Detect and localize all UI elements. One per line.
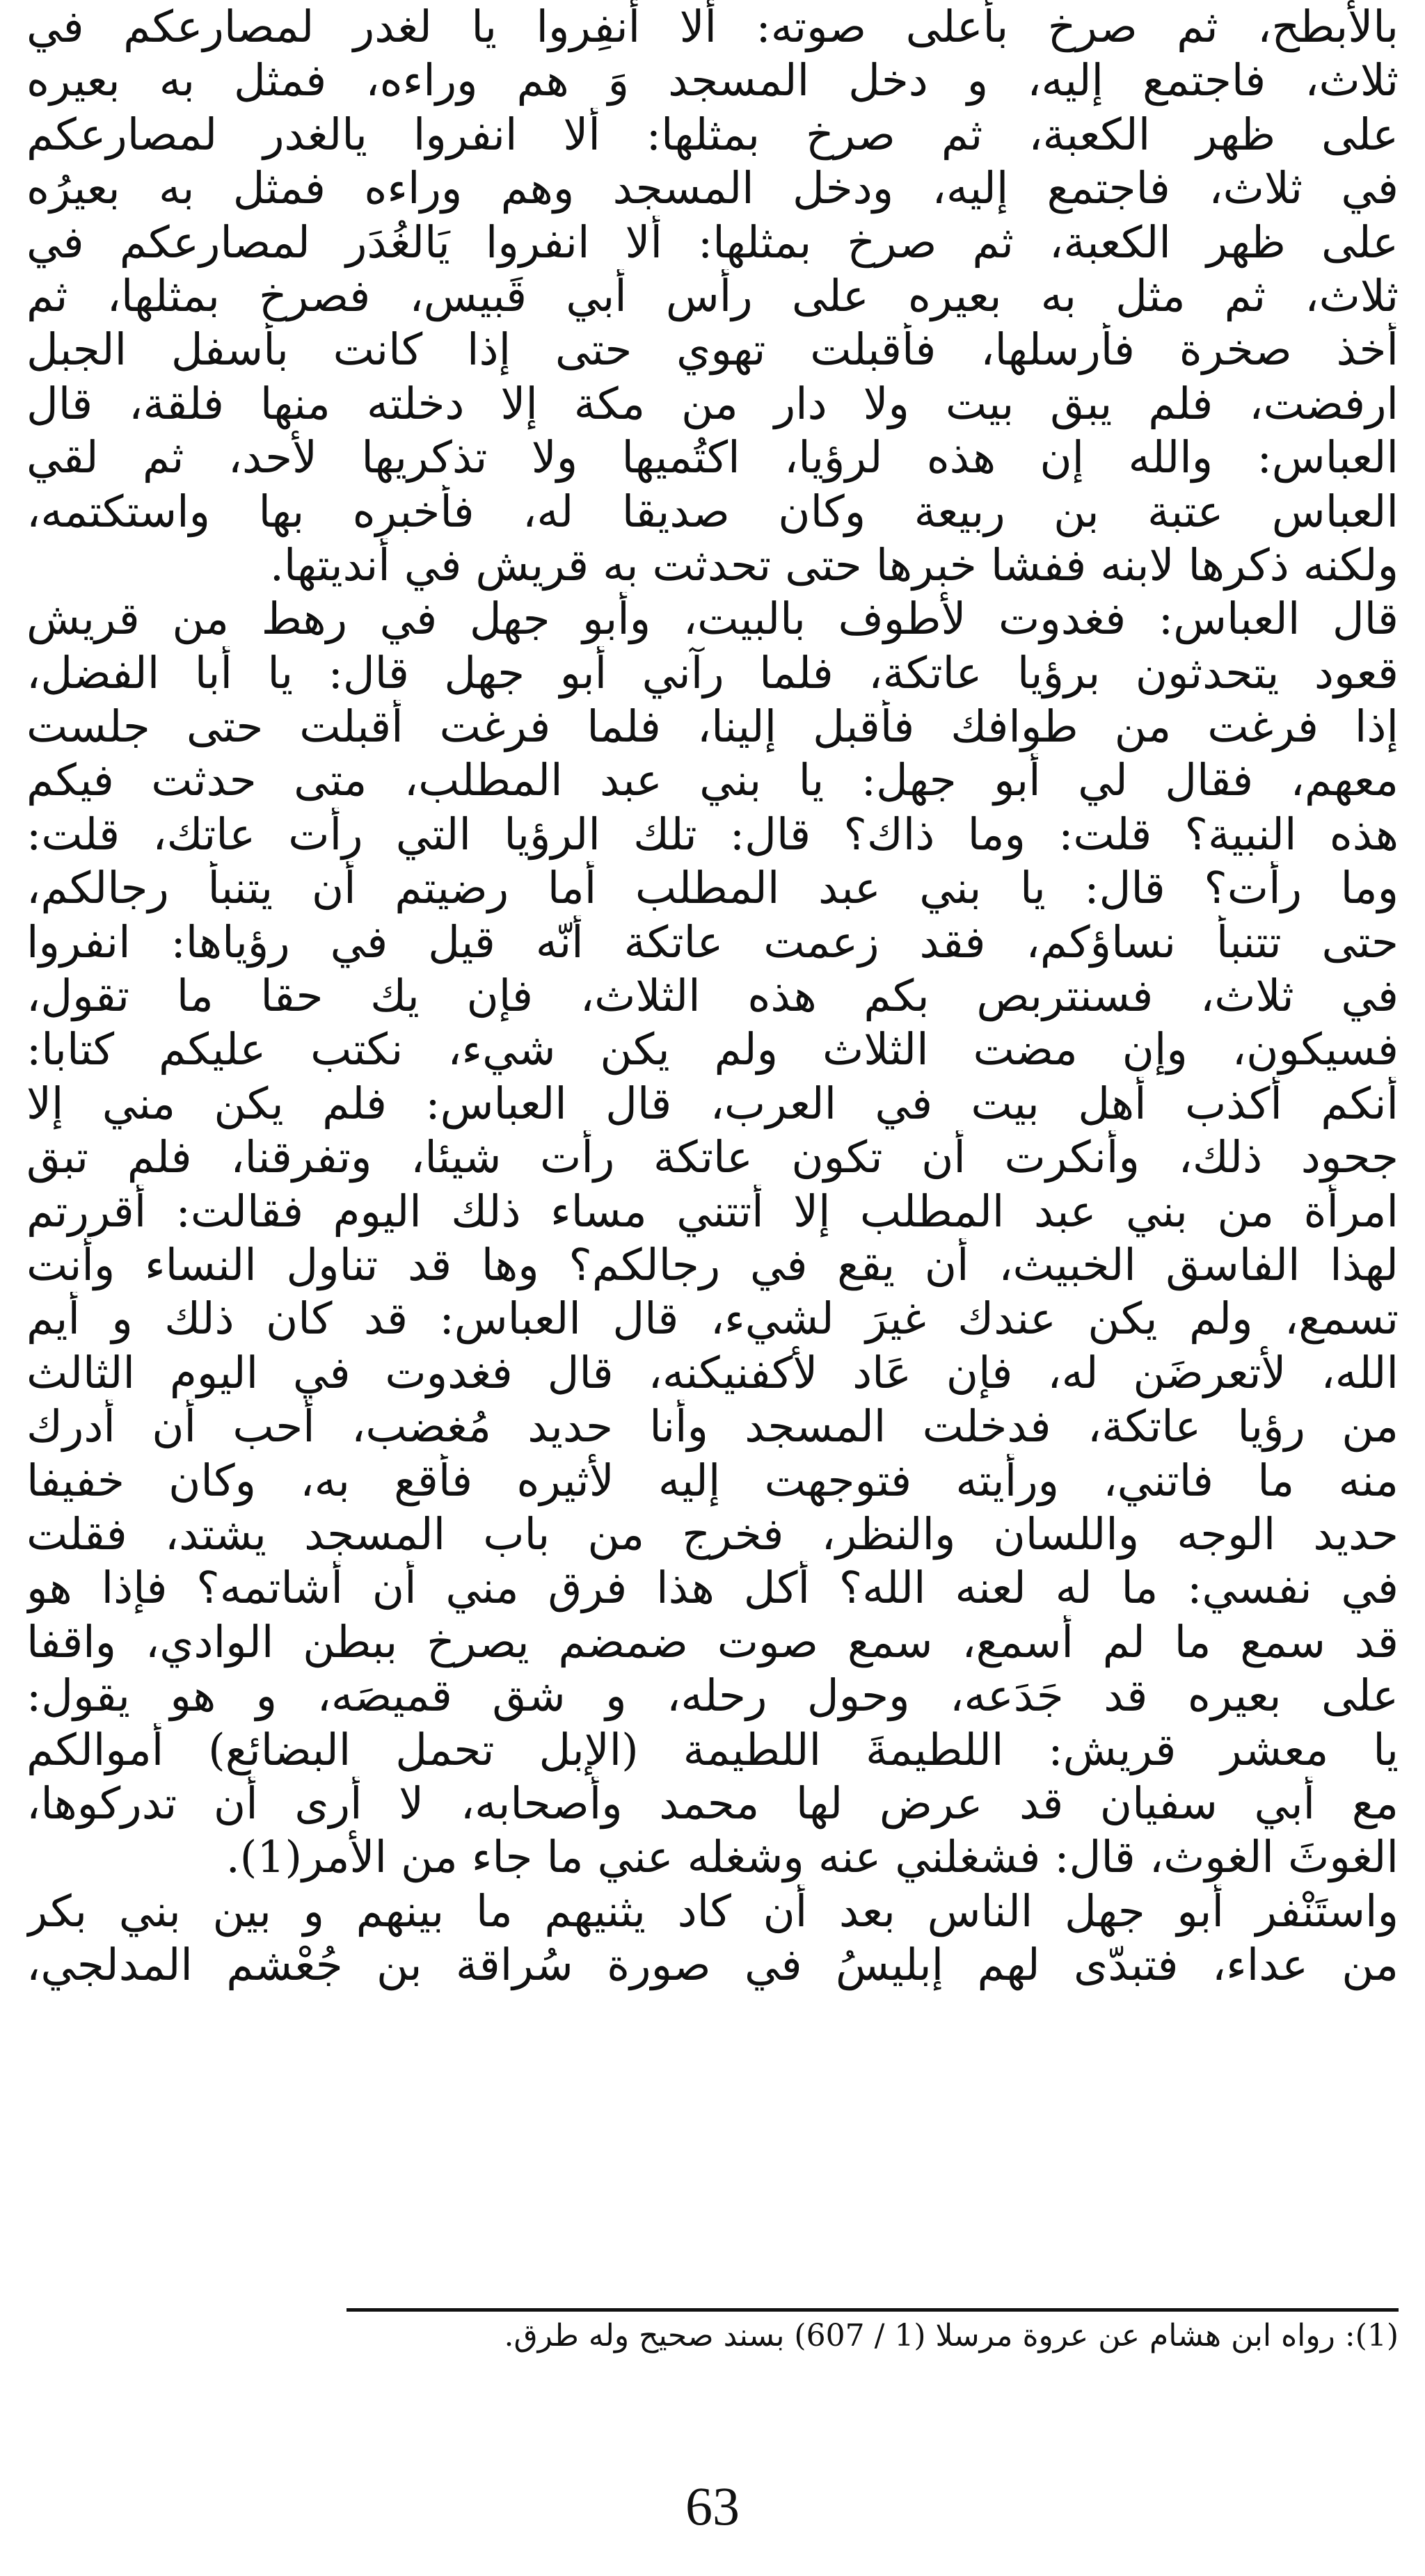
text-line: بالأبطح، ثم صرخ بأعلى صوته: ألا أنفِروا يا لغدر لمصارعكم في	[26, 1, 1399, 52]
text-line: على بعيره قد جَدَعه، وحول رحله، و شق قميصَه، و هو يقول:	[26, 1670, 1399, 1722]
text-line: ولكنه ذكرها لابنه ففشا خبرها حتى تحدثت به قريش في أنديتها.	[269, 539, 1399, 591]
body-text	[26, 0, 1399, 1992]
text-line: لهذا الفاسق الخبيث، أن يقع في رجالكم؟ وها قد تناول النساء وأنت	[26, 1239, 1399, 1290]
text-line: ثلاث، فاجتمع إليه، و دخل المسجد وَ هم وراءه، فمثل به بعيره	[26, 55, 1399, 106]
text-line: ارفضت، فلم يبق بيت ولا دار من مكة إلا دخلته منها فلقة، قال	[26, 378, 1399, 429]
text-line: قد سمع ما لم أسمع، سمع صوت ضمضم يصرخ ببطن الوادي، واقفا	[26, 1616, 1399, 1667]
text-line: يا معشر قريش: اللطيمةَ اللطيمة (الإبل تحمل البضائع) أموالكم	[26, 1724, 1399, 1775]
text-line: في نفسي: ما له لعنه الله؟ أكل هذا فرق مني أن أشاتمه؟ فإذا هو	[26, 1562, 1399, 1614]
text-line: إذا فرغت من طوافك فأقبل إلينا، فلما فرغت أقبلت حتى جلست	[26, 701, 1399, 753]
text-line: العباس عتبة بن ربيعة وكان صديقا له، فأخبره بها واستكتمه،	[26, 486, 1399, 537]
text-line: على ظهر الكعبة، ثم صرخ بمثلها: ألا انفروا يَالغُدَر لمصارعكم في	[26, 216, 1399, 268]
page-number: 63	[685, 2476, 740, 2536]
text-line: من رؤيا عاتكة، فدخلت المسجد وأنا حديد مُغضب، أحب أن أدرك	[26, 1401, 1399, 1453]
text-line: معهم، فقال لي أبو جهل: يا بني عبد المطلب، متى حدثت فيكم	[26, 755, 1399, 806]
text-line: أخذ صخرة فأرسلها، فأقبلت تهوي حتى إذا كانت بأسفل الجبل	[26, 324, 1399, 376]
text-line: العباس: والله إن هذه لرؤيا، اكتُميها ولا تذكريها لأحد، ثم لقي	[26, 432, 1399, 483]
text-line: قال العباس: فغدوت لأطوف بالبيت، وأبو جهل في رهط من قريش	[26, 593, 1399, 645]
text-line: في ثلاث، فسنتربص بكم هذه الثلاث، فإن يك حقا ما تقول،	[26, 970, 1399, 1022]
footnote: (1): رواه ابن هشام عن عروة مرسلا (1 / 607) بسند صحيح وله طرق.	[504, 2318, 1399, 2353]
text-line: حديد الوجه واللسان والنظر، فخرج من باب المسجد يشتد، فقلت	[26, 1508, 1399, 1560]
text-line: على ظهر الكعبة، ثم صرخ بمثلها: ألا انفروا يالغدر لمصارعكم	[26, 109, 1399, 160]
text-line: امرأة من بني عبد المطلب إلا أتتني مساء ذلك اليوم فقالت: أقررتم	[26, 1185, 1399, 1237]
text-line: أنكم أكذب أهل بيت في العرب، قال العباس: فلم يكن مني إلا	[26, 1078, 1399, 1129]
text-line: الله، لأتعرضَن له، فإن عَاد لأكفنيكنه، قال فغدوت في اليوم الثالث	[26, 1347, 1399, 1398]
text-line: في ثلاث، فاجتمع إليه، ودخل المسجد وهم وراءه فمثل به بعيرُه	[26, 163, 1399, 214]
text-line: حتى تتنبأ نساؤكم، فقد زعمت عاتكة أنّه قيل في رؤياها: انفروا	[26, 916, 1399, 968]
text-line: فسيكون، وإن مضت الثلاث ولم يكن شيء، نكتب عليكم كتابا:	[26, 1024, 1399, 1075]
text-line: مع أبي سفيان قد عرض لها محمد وأصحابه، لا أرى أن تدركوها،	[26, 1777, 1399, 1829]
text-line: منه ما فاتني، ورأيته فتوجهت إليه لأثيره فأقع به، وكان خفيفا	[26, 1455, 1399, 1506]
book-page	[26, 0, 1399, 2576]
text-line: واستَنْفر أبو جهل الناس بعد أن كاد يثنيهم ما بينهم و بين بني بكر	[26, 1885, 1399, 1937]
text-line: الغوثَ الغوث، قال: فشغلني عنه وشغله عني ما جاء من الأمر(1).	[225, 1832, 1399, 1883]
text-line: جحود ذلك، وأنكرت أن تكون عاتكة رأت شيئا، وتفرقنا، فلم تبق	[26, 1132, 1399, 1183]
footnote-separator	[347, 2308, 1399, 2312]
text-line: وما رأت؟ قال: يا بني عبد المطلب أما رضيتم أن يتنبأ رجالكم،	[26, 863, 1399, 914]
text-line: ثلاث، ثم مثل به بعيره على رأس أبي قَبيس، فصرخ بمثلها، ثم	[26, 270, 1399, 321]
text-line: هذه النبية؟ قلت: وما ذاك؟ قال: تلك الرؤيا التي رأت عاتك، قلت:	[26, 808, 1399, 860]
text-line: من عداء، فتبدّى لهم إبليسُ في صورة سُراقة بن جُعْشم المدلجي،	[26, 1939, 1399, 1991]
text-line: قعود يتحدثون برؤيا عاتكة، فلما رآني أبو جهل قال: يا أبا الفضل،	[26, 647, 1399, 698]
text-line: تسمع، ولم يكن عندك غيرَ لشيء، قال العباس: قد كان ذلك و أيم	[26, 1293, 1399, 1345]
